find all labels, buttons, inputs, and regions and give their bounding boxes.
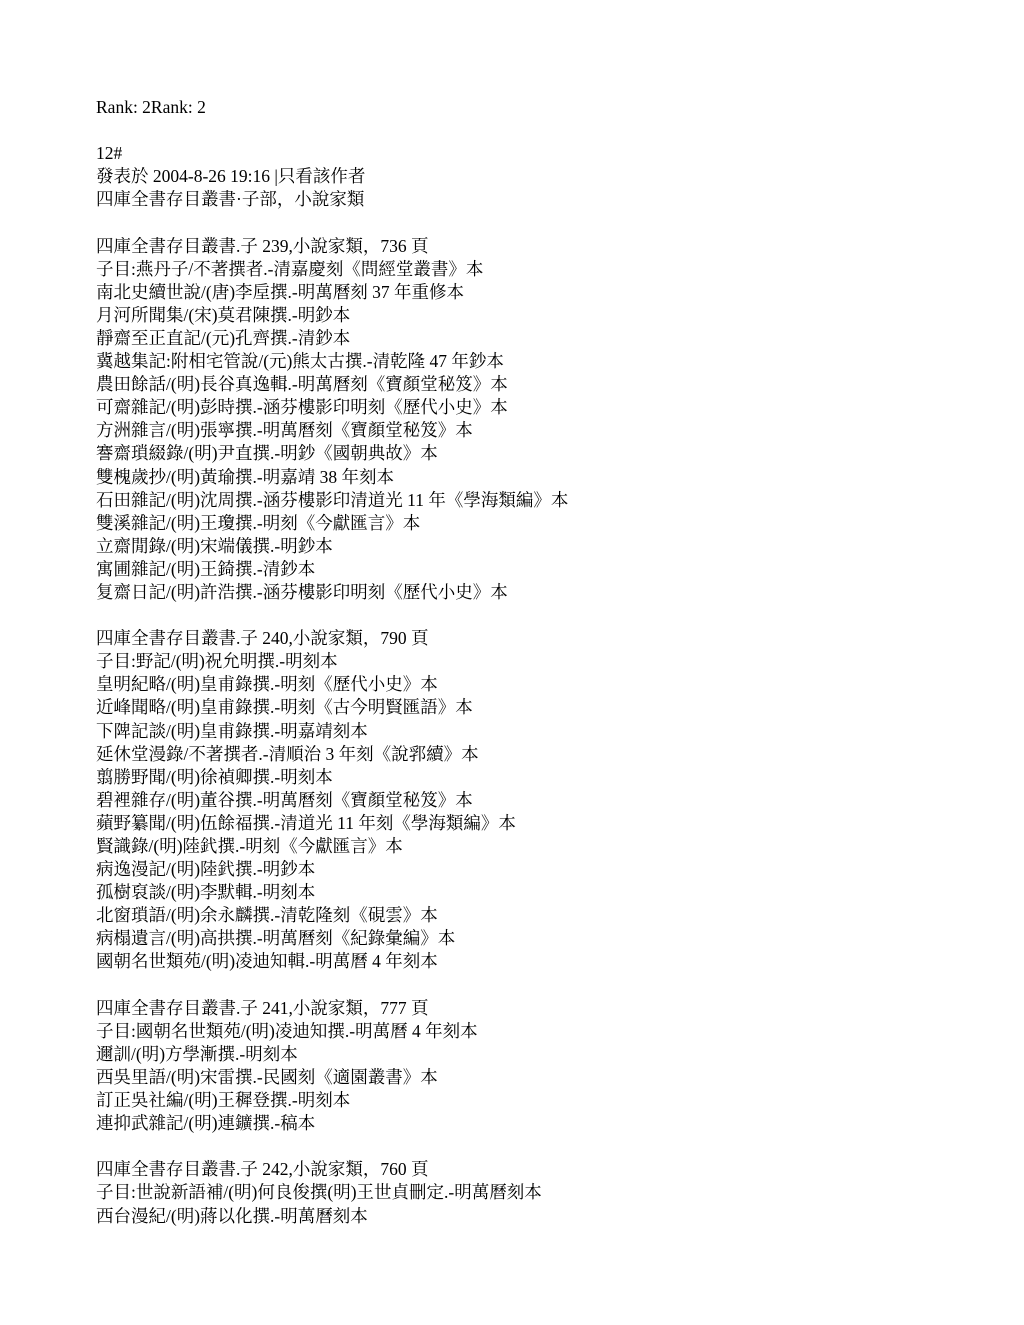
blank-line (96, 211, 996, 234)
blank-line (96, 119, 996, 142)
post-meta: 發表於 2004-8-26 19:16 |只看該作者 (96, 166, 366, 187)
catalog-entry: 可齋雜記/(明)彭時撰.-涵芬樓影印明刻《歷代小史》本 (96, 397, 508, 418)
catalog-entry: 北窗瑣語/(明)余永麟撰.-清乾隆刻《硯雲》本 (96, 905, 438, 926)
catalog-entry: 西吳里語/(明)宋雷撰.-民國刻《適園叢書》本 (96, 1066, 438, 1087)
catalog-entry: 雙溪雜記/(明)王瓊撰.-明刻《今獻匯言》本 (96, 512, 421, 533)
catalog-entry: 謇齋瑣綴錄/(明)尹直撰.-明鈔《國朝典故》本 (96, 443, 438, 464)
catalog-entry: 連抑武雜記/(明)連鑛撰.-稿本 (96, 1113, 316, 1134)
catalog-entry: 方洲雜言/(明)張寧撰.-明萬曆刻《寶顏堂秘笈》本 (96, 420, 473, 441)
catalog-entry: 靜齋至正直記/(元)孔齊撰.-清鈔本 (96, 327, 351, 348)
catalog-entry: 寓圃雜記/(明)王錡撰.-清鈔本 (96, 558, 316, 579)
catalog-sections (96, 235, 996, 1228)
section-heading: 四庫全書存目叢書.子 242,小說家類，760 頁 (96, 1159, 429, 1180)
rank-line: Rank: 2Rank: 2 (96, 97, 206, 117)
section-heading: 四庫全書存目叢書.子 240,小說家類，790 頁 (96, 628, 429, 649)
catalog-entry: 邇訓/(明)方學漸撰.-明刻本 (96, 1043, 298, 1064)
post-number: 12# (96, 143, 123, 164)
catalog-entry: 蘋野纂聞/(明)伍餘福撰.-清道光 11 年刻《學海類編》本 (96, 812, 516, 833)
catalog-entry: 子目:世說新語補/(明)何良俊撰(明)王世貞刪定.-明萬曆刻本 (96, 1182, 542, 1203)
catalog-entry: 訂正吳社編/(明)王穉登撰.-明刻本 (96, 1090, 351, 1111)
catalog-entry: 雙槐歲抄/(明)黃瑜撰.-明嘉靖 38 年刻本 (96, 466, 394, 487)
document-page (96, 96, 996, 1228)
blank-line (96, 604, 996, 627)
catalog-entry: 子目:燕丹子/不著撰者.-清嘉慶刻《問經堂叢書》本 (96, 258, 484, 279)
catalog-entry: 碧裡雜存/(明)董谷撰.-明萬曆刻《寶顏堂秘笈》本 (96, 789, 473, 810)
catalog-entry: 子目:國朝名世類苑/(明)凌迪知撰.-明萬曆 4 年刻本 (96, 1020, 478, 1041)
blank-line (96, 1135, 996, 1158)
catalog-entry: 南北史續世說/(唐)李垕撰.-明萬曆刻 37 年重修本 (96, 281, 464, 302)
catalog-entry: 延休堂漫錄/不著撰者.-清順治 3 年刻《說郛續》本 (96, 743, 479, 764)
section-heading: 四庫全書存目叢書.子 239,小說家類，736 頁 (96, 235, 429, 256)
section-heading: 四庫全書存目叢書.子 241,小說家類，777 頁 (96, 997, 429, 1018)
blank-line (96, 974, 996, 997)
catalog-entry: 皇明紀略/(明)皇甫錄撰.-明刻《歷代小史》本 (96, 674, 438, 695)
catalog-entry: 子目:野記/(明)祝允明撰.-明刻本 (96, 651, 338, 672)
catalog-entry: 下陴記談/(明)皇甫錄撰.-明嘉靖刻本 (96, 720, 368, 741)
catalog-entry: 病逸漫記/(明)陸釴撰.-明鈔本 (96, 859, 316, 880)
catalog-entry: 冀越集記:附相宅管說/(元)熊太古撰.-清乾隆 47 年鈔本 (96, 351, 504, 372)
catalog-entry: 月河所聞集/(宋)莫君陳撰.-明鈔本 (96, 304, 351, 325)
catalog-entry: 近峰聞略/(明)皇甫錄撰.-明刻《古今明賢匯語》本 (96, 697, 473, 718)
catalog-entry: 复齋日記/(明)許浩撰.-涵芬樓影印明刻《歷代小史》本 (96, 581, 508, 602)
post-title: 四庫全書存目叢書·子部，小說家類 (96, 189, 365, 210)
catalog-entry: 西台漫紀/(明)蔣以化撰.-明萬曆刻本 (96, 1205, 368, 1226)
catalog-entry: 翦勝野聞/(明)徐禎卿撰.-明刻本 (96, 766, 333, 787)
catalog-entry: 國朝名世類苑/(明)凌迪知輯.-明萬曆 4 年刻本 (96, 951, 438, 972)
catalog-entry: 農田餘話/(明)長谷真逸輯.-明萬曆刻《寶顏堂秘笈》本 (96, 374, 508, 395)
catalog-entry: 石田雜記/(明)沈周撰.-涵芬樓影印清道光 11 年《學海類編》本 (96, 489, 569, 510)
catalog-entry: 孤樹裒談/(明)李默輯.-明刻本 (96, 882, 316, 903)
catalog-entry: 病榻遺言/(明)高拱撰.-明萬曆刻《紀錄彙編》本 (96, 928, 456, 949)
catalog-entry: 立齋閒錄/(明)宋端儀撰.-明鈔本 (96, 535, 333, 556)
catalog-entry: 賢識錄/(明)陸釴撰.-明刻《今獻匯言》本 (96, 836, 403, 856)
